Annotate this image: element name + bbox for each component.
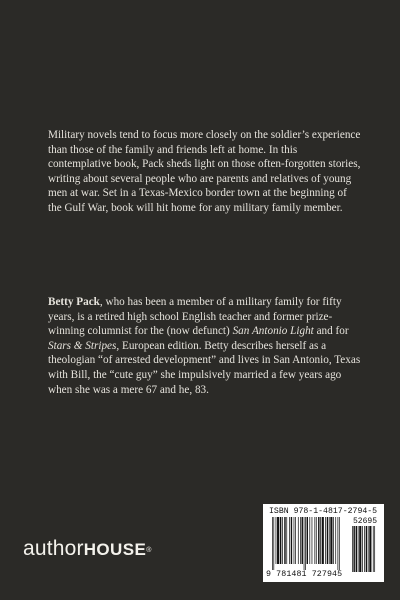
barcode-bar xyxy=(305,517,306,570)
barcode-bar xyxy=(364,526,365,572)
logo-author: author xyxy=(23,537,84,560)
barcode-bar xyxy=(316,517,317,564)
barcode-bar xyxy=(374,526,375,572)
barcode-bar xyxy=(353,526,354,572)
price-addon-number: 52695 xyxy=(353,517,378,526)
bio-text-2: and for xyxy=(313,325,349,338)
barcode-bar xyxy=(333,517,334,564)
barcode-bar xyxy=(284,517,285,564)
barcode-bar xyxy=(320,517,321,564)
barcode-bar xyxy=(307,517,308,564)
barcode-bar xyxy=(339,517,340,570)
barcode-bar xyxy=(368,526,369,572)
barcode-bar xyxy=(294,517,295,564)
barcode-bar xyxy=(373,526,374,572)
barcode-bar xyxy=(329,517,330,564)
barcode-bar xyxy=(273,517,274,570)
publication-stars-and-stripes: Stars & Stripes, xyxy=(48,339,120,352)
bio-text-3: European edition. Betty describes herself as a theologian “of arrested development” and lives in San Antonio, Texas with Bill, the “cute guy” she impulsively married a few years ago when she was a mere 67 and he, 83. xyxy=(48,339,361,396)
barcode-bar xyxy=(314,517,315,564)
book-blurb: Military novels tend to focus more closely on the soldier’s experience than those of the family and friends left at home. In this contemplative book, Pack sheds light on those often-forgotten stories, writing about several people who are parents and relatives of young men at war. Set in a Texas-Mexico border town at the beginning of the Gulf War, book will hit home for any military family member. xyxy=(48,129,361,214)
barcode-bar xyxy=(312,517,313,564)
isbn-number: ISBN 978-1-4817-2794-5 xyxy=(269,507,378,516)
barcode-bar xyxy=(318,517,319,564)
author-bio xyxy=(48,295,363,397)
barcode-bar xyxy=(369,526,371,572)
barcode-bar xyxy=(335,517,336,564)
publication-san-antonio-light: San Antonio Light xyxy=(232,325,314,338)
bio-text-1: , who has been a member of a military family for fifty years, is a retired high school English teacher and former prize-winning columnist for the (now defunct) xyxy=(48,296,342,338)
barcode-bar xyxy=(352,526,353,572)
barcode-bar xyxy=(338,517,339,570)
authorhouse-logo xyxy=(23,537,152,562)
barcode-bar xyxy=(276,517,277,564)
barcode-bar xyxy=(298,517,299,564)
author-name: Betty Pack xyxy=(48,296,100,308)
barcode-bar xyxy=(322,517,324,564)
barcode-bar xyxy=(277,517,279,564)
logo-house: HOUSE xyxy=(83,540,147,559)
barcode-bar xyxy=(302,517,303,564)
barcode-bar xyxy=(362,526,363,572)
barcode-bar xyxy=(309,517,310,564)
barcode-bar xyxy=(358,526,359,572)
barcode-bar xyxy=(300,517,301,564)
barcode-bar xyxy=(359,526,361,572)
barcode-bar xyxy=(289,517,290,564)
barcode-bar xyxy=(327,517,328,564)
isbn-barcode xyxy=(263,504,384,582)
barcode-bar xyxy=(304,517,305,570)
barcode-bar xyxy=(295,517,296,564)
addon-barcode-bars xyxy=(352,526,378,572)
barcode-bar xyxy=(356,526,357,572)
ean-barcode-bars xyxy=(272,517,348,570)
barcode-bar xyxy=(330,517,332,564)
barcode-bar xyxy=(291,517,292,564)
barcode-bar xyxy=(282,517,283,564)
logo-registered: ® xyxy=(146,547,152,554)
barcode-bar xyxy=(325,517,326,564)
barcode-bar xyxy=(272,517,273,570)
ean-number: 9 781481 727945 xyxy=(266,570,343,579)
barcode-bar xyxy=(280,517,281,564)
barcode-bar xyxy=(366,526,367,572)
barcode-bar xyxy=(286,517,287,564)
